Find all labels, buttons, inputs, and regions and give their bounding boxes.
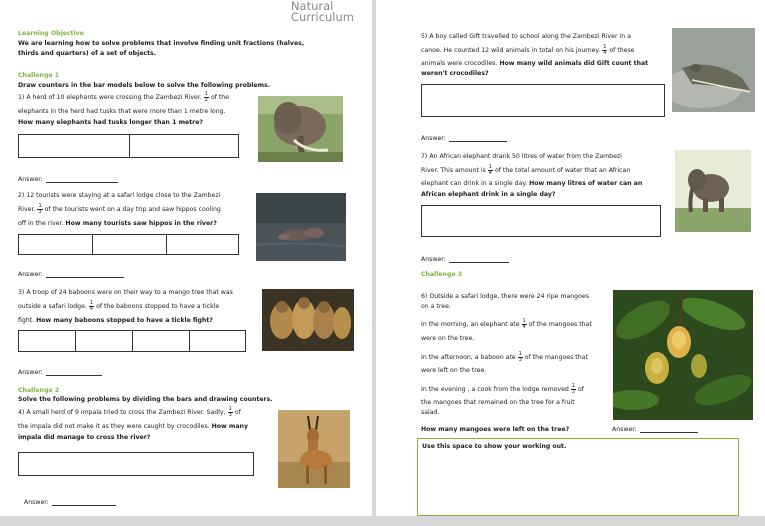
q1-answer: Answer: [18,176,118,183]
challenge-2-instruction: Solve the following problems by dividing the bars and drawing counters. [18,396,273,403]
q6-afternoon-line-2: were left on the tree. [421,367,487,374]
challenge-3-heading: Challenge 3 [421,271,463,278]
q3-answer-line[interactable] [46,369,102,376]
q2-answer: Answer: [18,271,124,278]
elephant-drinking-photo [675,150,751,232]
q5-line-2: canoe. He counted 12 wild animals in total on his journey. $\frac{1}{4}$ of these [421,43,635,56]
q1-line-1: 1) A herd of 10 elephants were crossing the Zambezi River. $\frac{1}{2}$ of the [18,90,230,103]
q5-answer-line[interactable] [449,135,507,142]
q2-line-2: River. $\frac{1}{3}$ of the tourists went on a day trip and saw hippos cooling [18,202,221,215]
q3-line-3: fight. How many baboons stopped to have a tickle fight? [18,317,213,324]
q4-answer: Answer: [24,499,116,506]
q4-question: impala did manage to cross the river? [18,434,151,441]
q5-answer: Answer: [421,135,507,142]
q6-evening-line-2: the mangoes that remained on the tree for a fruit [421,399,575,406]
q6-question: How many mangoes were left on the tree? [421,426,570,433]
q6-evening-line-1: In the evening , a cook from the lodge removed $\frac{1}{2}$ of [421,382,584,395]
baboons-photo [262,289,354,351]
q7-line-3: elephant can drink in a single day. How many litres of water can an [421,180,643,187]
q6-answer: Answer: [612,426,698,433]
impala-photo [278,410,350,488]
q7-line-2: River. This amount is $\frac{1}{4}$ of the total amount of water that an African [421,163,631,176]
q3-line-1: 3) A troop of 24 baboons were on their way to a mango tree that was [18,289,233,296]
challenge-1-instruction: Draw counters in the bar models below to solve the following problems. [18,82,271,89]
mango-tree-photo [613,290,753,420]
crocodile-photo [672,28,755,112]
q2-line-3: off in the river. How many tourists saw hippos in the river? [18,220,217,227]
q5-question-end: weren't crocodiles? [421,70,489,77]
q7-line-1: 7) An African elephant drank 50 litres of water from the Zambezi [421,153,622,160]
worksheet-page-2 [376,0,765,516]
q6-evening-line-3: salad. [421,409,440,416]
q7-answer-line[interactable] [449,256,509,263]
q3-bar-model[interactable] [18,330,246,352]
q7-answer-box[interactable] [421,205,661,237]
q4-line-1: 4) A small herd of 9 impala tried to cross the Zambezi River. Sadly, $\frac{1}{3}$ of [18,405,241,418]
challenge-2-heading: Challenge 2 [18,387,60,394]
q1-answer-line[interactable] [46,176,118,183]
q5-line-1: 5) A boy called Gift travelled to school along the Zambezi River in a [421,33,631,40]
objective-line-2: thirds and quarters) of a set of objects. [18,50,157,57]
q6-morning-line-1: In the morning, an elephant ate $\frac{1}{4}$ of the mangoes that [421,317,592,330]
worksheet-page-1 [0,0,372,516]
q1-bar-model[interactable] [18,134,239,158]
q6-line-1: 6) Outside a safari lodge, there were 24 ripe mangoes [421,293,589,300]
natural-curriculum-logo: Natural Curriculum [290,0,354,24]
q7-question-end: African elephant drink in a single day? [421,191,556,198]
q3-line-2: outside a safari lodge. $\frac{1}{4}$ of the baboons stopped to have a tickle [18,299,220,312]
q5-line-3: animals were crocodiles. How many wild animals did Gift count that [421,60,649,67]
q2-bar-model[interactable] [18,234,239,255]
q6-afternoon-line-1: In the afternoon, a baboon ate $\frac{1}{3}$ of the mangoes that [421,350,588,363]
q3-answer: Answer: [18,369,102,376]
q4-line-2: the impala did not make it as they were caught by crocodiles. How many [18,423,248,430]
challenge-1-heading: Challenge 1 [18,72,60,79]
q4-answer-line[interactable] [52,499,116,506]
q4-bar-model[interactable] [18,452,254,476]
q6-answer-line[interactable] [640,426,698,433]
elephant-tusks-photo [258,96,343,162]
q5-answer-box[interactable] [421,84,665,117]
q1-line-2: elephants in the herd had tusks that were more than 1 metre long. [18,108,226,115]
q1-question: How many elephants had tusks longer than 1 metre? [18,119,204,126]
q6-morning-line-2: were on the tree. [421,335,475,342]
hippos-photo [256,193,346,261]
q6-working-label: Use this space to show your working out. [422,443,567,450]
q6-line-2: on a tree. [421,303,451,310]
q6-working-space[interactable] [417,438,739,516]
q7-answer: Answer: [421,256,509,263]
q2-answer-line[interactable] [46,271,124,278]
learning-objective-heading: Learning Objective [18,30,84,37]
objective-line-1: We are learning how to solve problems that involve finding unit fractions (halves, [18,40,305,47]
q2-line-1: 2) 12 tourists were staying at a safari lodge close to the Zambezi [18,192,221,199]
